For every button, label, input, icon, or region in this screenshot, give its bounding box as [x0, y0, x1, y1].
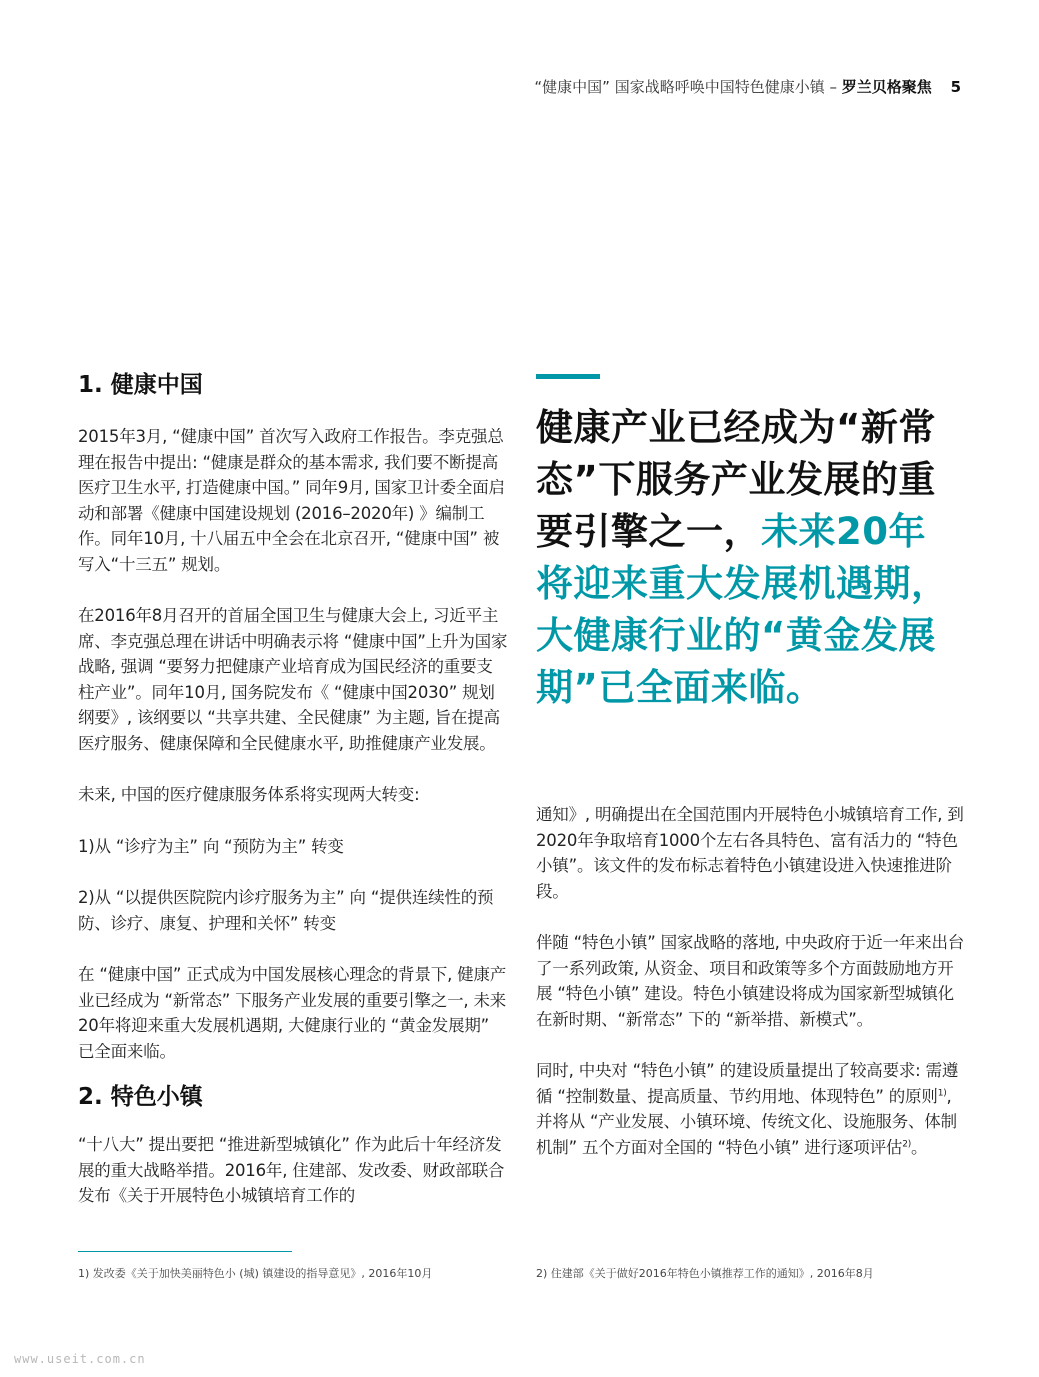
paragraph-text: 同时, 中央对 “特色小镇” 的建设质量提出了较高要求: 需遵循 “控制数量、提高质量、节约用地、体现特色” 的原则	[536, 1061, 959, 1106]
paragraph: 在 “健康中国” 正式成为中国发展核心理念的背景下, 健康产业已经成为 “新常态” 下服务产业发展的重要引擎之一, 未来20年将迎来重大发展机遇期, 大健康行业的 “黄金发展期” 已全面来临。	[78, 965, 507, 1061]
page-header	[534, 76, 961, 97]
footnote-ref: 1)	[937, 1088, 947, 1098]
paragraph: 2015年3月, “健康中国” 首次写入政府工作报告。李克强总理在报告中提出: “健康是群众的基本需求, 我们要不断提高医疗卫生水平, 打造健康中国。” 同年9月, 国家卫计委全面启动和部署《健康中国建设规划 (2016–2020年) 》编制工作。同年10月, 十八届五中全会在北京召开, “健康中国” 被写入“十三五” 规划。	[78, 427, 505, 574]
pull-quote	[536, 402, 956, 714]
footnote-ref: 2)	[902, 1139, 912, 1149]
accent-bar	[536, 374, 600, 379]
section-heading-featured-towns: 2. 特色小镇	[78, 1084, 203, 1110]
paragraph: 伴随 “特色小镇” 国家战略的落地, 中央政府于近一年来出台了一系列政策, 从资金、项目和政策等多个方面鼓励地方开展 “特色小镇” 建设。特色小镇建设将成为国家新型城镇化在新时期、“新常态” 下的 “新举措、新模式”。	[536, 933, 965, 1029]
pull-quote-text: 健康产业已经成为“新常态”下服务产业发展的重要引擎之一，	[536, 406, 936, 553]
watermark: www.useit.com.cn	[14, 1352, 146, 1366]
right-column	[536, 802, 966, 1160]
paragraph: 通知》, 明确提出在全国范围内开展特色小城镇培育工作, 到2020年争取培育1000个左右各具特色、富有活力的 “特色小镇”。该文件的发布标志着特色小镇建设进入快速推进阶段。	[536, 805, 964, 901]
paragraph: “十八大” 提出要把 “推进新型城镇化” 作为此后十年经济发展的重大战略举措。2016年, 住建部、发改委、财政部联合发布《关于开展特色小城镇培育工作的	[78, 1135, 505, 1205]
paragraph	[536, 1058, 966, 1160]
list-item: 1)从 “诊疗为主” 向 “预防为主” 转变	[78, 836, 344, 856]
paragraph-text: 。	[911, 1137, 928, 1157]
footnote-2: 2) 住建部《关于做好2016年特色小镇推荐工作的通知》, 2016年8月	[536, 1267, 874, 1280]
paragraph-text: , 并将从 “产业发展、小镇环境、传统文化、设施服务、体制机制” 五个方面对全国的 “特色小镇” 进行逐项评估	[536, 1086, 957, 1157]
pull-quote-highlight: 未来20年将迎来重大发展机遇期，大健康行业的“黄金发展期”已全面来临。	[536, 510, 949, 709]
list-item: 2)从 “以提供医院院内诊疗服务为主” 向 “提供连续性的预防、诊疗、康复、护理和关怀” 转变	[78, 888, 494, 933]
header-title: “健康中国” 国家战略呼唤中国特色健康小镇 –	[534, 78, 837, 96]
left-column	[78, 366, 508, 1209]
footnote-divider	[78, 1251, 292, 1252]
header-brand: 罗兰贝格聚焦	[841, 78, 932, 96]
paragraph: 未来, 中国的医疗健康服务体系将实现两大转变:	[78, 785, 420, 804]
section-heading-health-china: 1. 健康中国	[78, 372, 203, 398]
paragraph: 在2016年8月召开的首届全国卫生与健康大会上, 习近平主席、李克强总理在讲话中明确表示将 “健康中国”上升为国家战略, 强调 “要努力把健康产业培育成为国民经济的重要支柱产业”。同年10月, 国务院发布《 “健康中国2030” 规划纲要》, 该纲要以 “共享共建、全民健康” 为主题, 旨在提高医疗服务、健康保障和全民健康水平, 助推健康产业发展。	[78, 606, 508, 753]
page-number: 5	[950, 78, 961, 96]
footnote-1: 1) 发改委《关于加快美丽特色小 (城) 镇建设的指导意见》, 2016年10月	[78, 1267, 433, 1280]
